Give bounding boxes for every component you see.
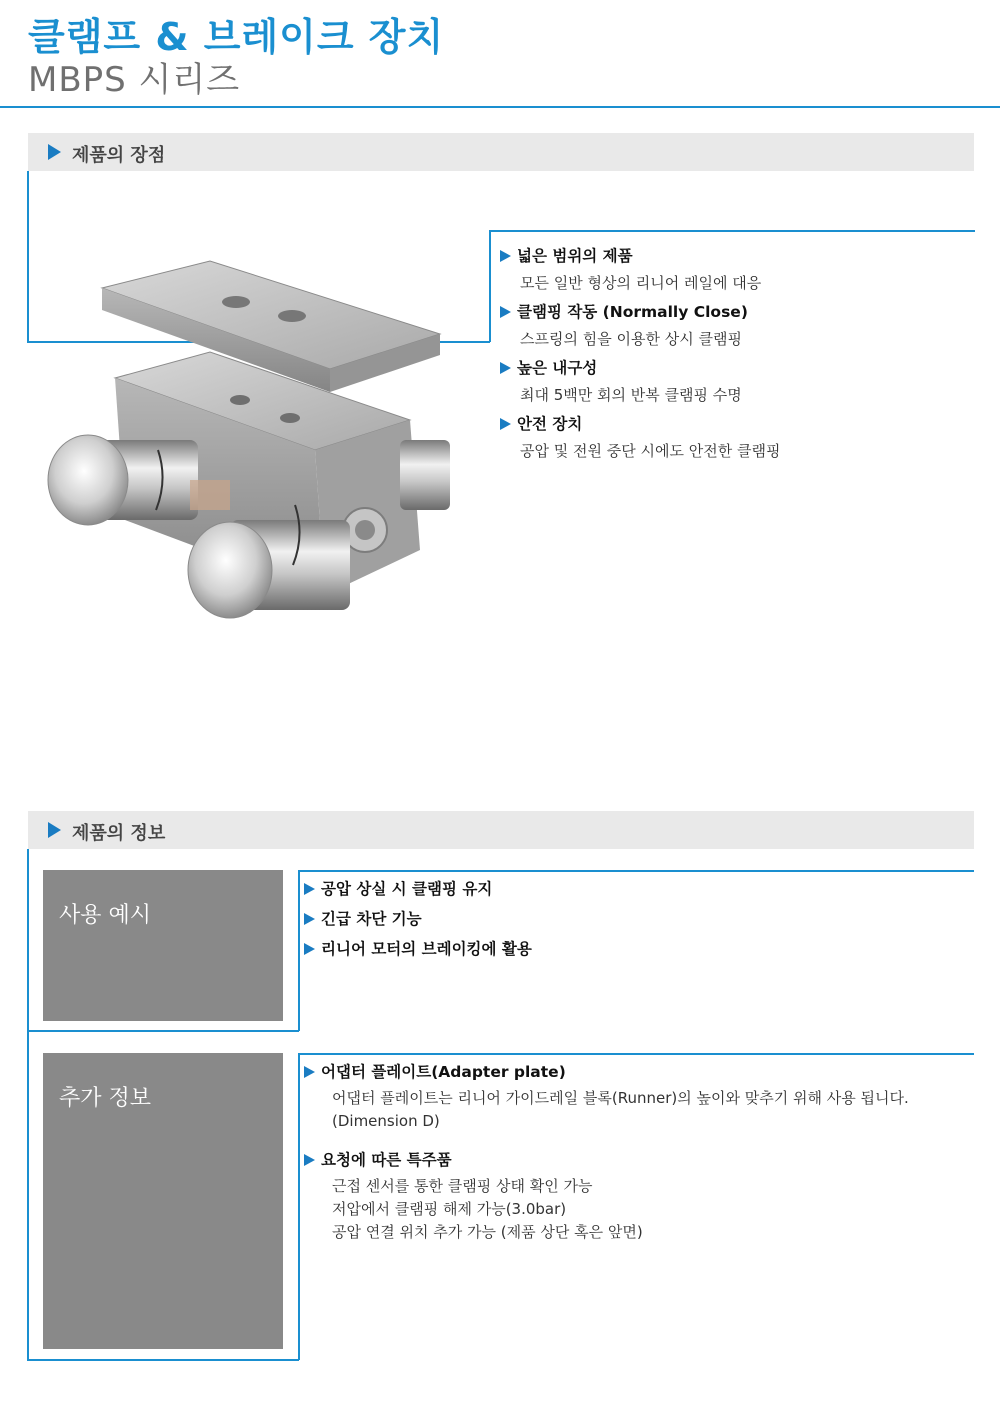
arrow-right-icon [304,1066,315,1078]
list-item: 공압 상실 시 클램핑 유지 [304,878,964,900]
frame-line [298,870,300,1031]
section-heading-advantages: 제품의 장점 [72,145,166,166]
arrow-right-icon [500,250,511,262]
section-bar-advantages [28,133,974,171]
frame-line [298,1053,300,1360]
section-heading-info: 제품의 정보 [72,823,166,844]
arrow-right-icon [48,144,61,160]
arrow-right-icon [500,306,511,318]
frame-line [298,1053,974,1055]
usage-list [304,878,964,968]
list-item: 어댑터 플레이트(Adapter plate) [304,1061,964,1083]
extra-list: 어댑터 플레이트(Adapter plate) 어댑터 플레이트는 리니어 가이드레일 블록(Runner)의 높이와 맞추기 위해 사용 됩니다. (Dimension D) 요청에 따른 특주품 근접 센서를 통한 클램핑 상태 확인 가능 저압에서 클램핑 해제 가능(3.0bar) 공압 연결 위치 추가 가능 (제품 상단 혹은 앞면) [304,1061,964,1244]
arrow-right-icon [304,1154,315,1166]
list-item: 높은 내구성 최대 5백만 회의 반복 클램핑 수명 [500,357,970,405]
list-item: 넓은 범위의 제품 모든 일반 형상의 리니어 레일에 대응 [500,245,970,293]
section-bar-info [28,811,974,849]
extra-label-panel [43,1053,283,1349]
list-item: 긴급 차단 기능 [304,908,964,930]
usage-label-panel [43,870,283,1021]
product-image [40,250,480,660]
page-subtitle: MBPS 시리즈 [28,60,241,100]
arrow-right-icon [48,822,61,838]
frame-line [27,171,29,342]
arrow-right-icon [304,883,315,895]
list-item: 안전 장치 공압 및 전원 중단 시에도 안전한 클램핑 [500,413,970,461]
usage-label: 사용 예시 [59,903,152,928]
arrow-right-icon [304,943,315,955]
frame-line [489,230,491,342]
title-divider [0,106,1000,108]
extra-label: 추가 정보 [59,1086,152,1111]
frame-line [27,1359,299,1361]
frame-line [298,870,974,872]
list-item: 요청에 따른 특주품 [304,1149,964,1171]
page-title: 클램프 & 브레이크 장치 [28,15,445,59]
arrow-right-icon [500,362,511,374]
frame-line [27,1030,29,1360]
frame-line [489,230,975,232]
arrow-right-icon [304,913,315,925]
frame-line [27,849,29,1031]
list-item: 클램핑 작동 (Normally Close) 스프링의 힘을 이용한 상시 클램핑 [500,301,970,349]
list-item: 리니어 모터의 브레이킹에 활용 [304,938,964,960]
advantages-list [500,245,970,469]
frame-line [27,1030,299,1032]
arrow-right-icon [500,418,511,430]
